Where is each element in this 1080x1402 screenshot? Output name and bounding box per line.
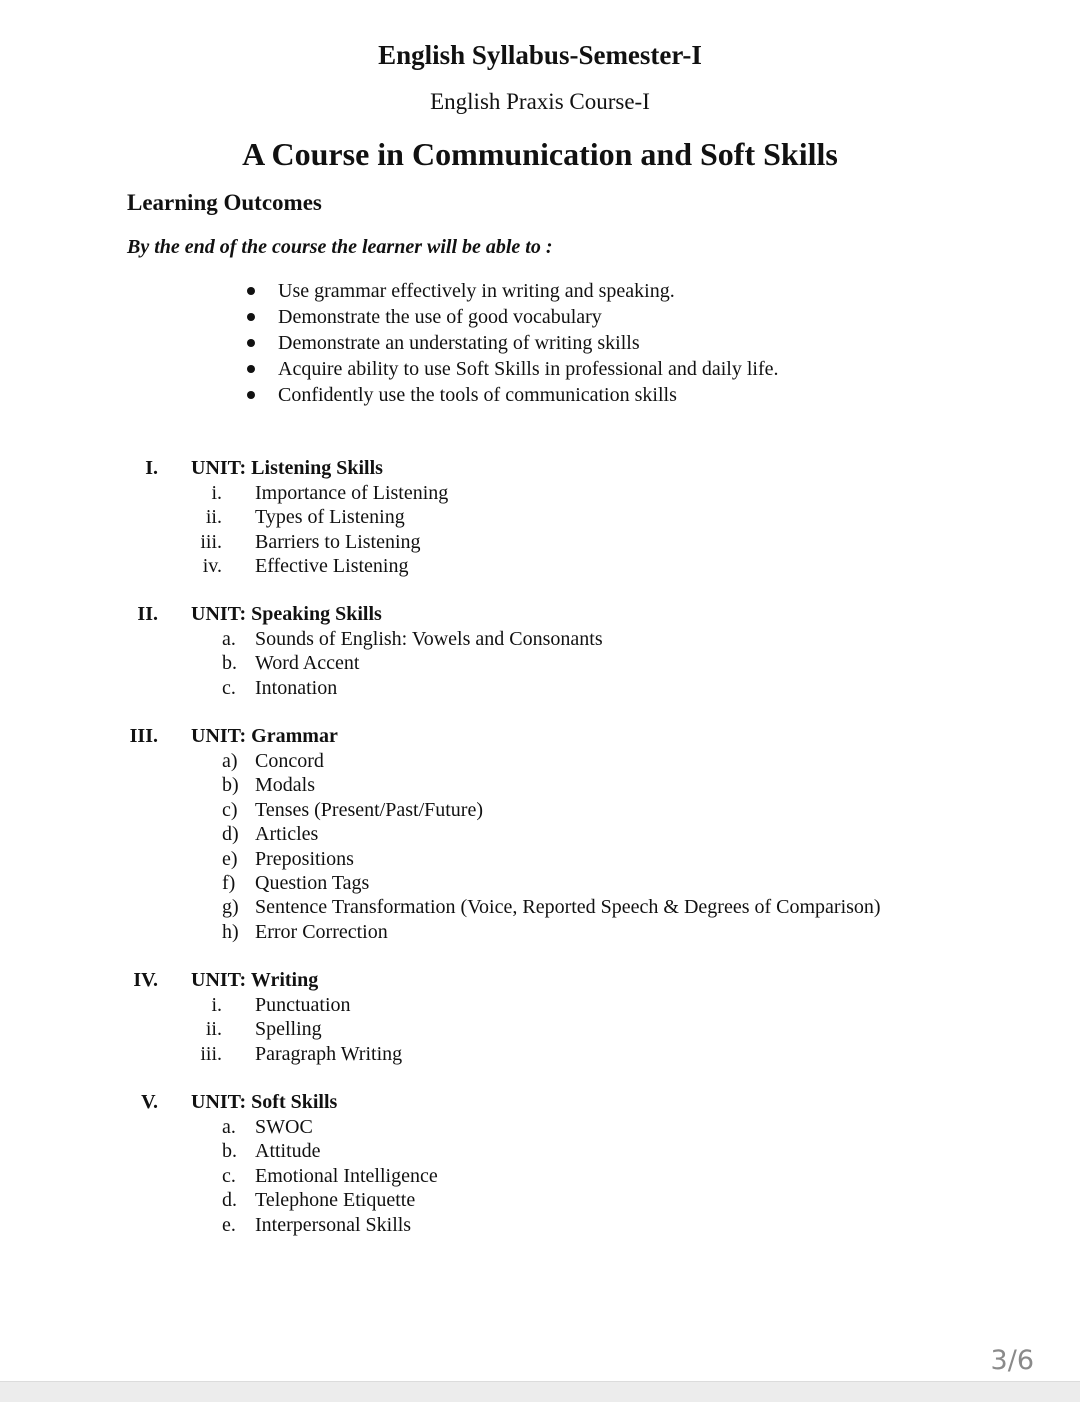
topic-label: Effective Listening [255,555,409,578]
topic-marker: g) [222,896,239,919]
page-indicator: 3/6 [990,1345,1034,1376]
topic-marker: iv. [202,555,222,578]
topic-marker: d. [222,1189,237,1212]
unit-number: II. [137,603,158,625]
topic-marker: b. [222,1140,237,1163]
topic-label: Telephone Etiquette [255,1189,416,1212]
topic-label: Punctuation [255,994,351,1016]
topic-label: Paragraph Writing [255,1042,403,1065]
course-subtitle: English Praxis Course-I [430,89,650,114]
syllabus-title: English Syllabus-Semester-I [378,40,702,70]
topic-label: Modals [255,774,315,797]
unit-title: UNIT: Writing [191,969,319,991]
topic-marker: e) [222,847,238,870]
topic-marker: c) [222,798,238,821]
topic-marker: c. [222,676,236,699]
topic-label: Barriers to Listening [255,530,421,553]
topic-marker: ii. [205,1018,222,1041]
viewer-bottom-bar [0,1381,1080,1402]
outcome-text: Demonstrate an understating of writing skills [278,332,640,354]
topic-label: Emotional Intelligence [255,1164,438,1187]
bullet-icon [247,287,255,295]
topic-marker: d) [222,823,239,846]
unit-number: IV. [133,969,158,991]
topic-marker: a. [222,1116,236,1138]
outcomes-list [244,278,778,408]
topic-label: Prepositions [255,847,354,870]
outcome-item [244,382,778,408]
outcome-item [244,330,778,356]
topic-label: Tenses (Present/Past/Future) [255,798,484,821]
outcome-text: Acquire ability to use Soft Skills in professional and daily life. [278,358,779,380]
topic-marker: iii. [200,1042,222,1065]
topic-label: Question Tags [255,871,370,894]
topic-label: SWOC [255,1116,313,1138]
outcome-text: Demonstrate the use of good vocabulary [278,306,602,328]
topic-label: Importance of Listening [255,482,449,504]
outcome-item [244,356,778,382]
topic-label: Spelling [255,1018,322,1041]
learning-outcomes-intro: By the end of the course the learner will be able to : [127,236,553,258]
unit-title: UNIT: Speaking Skills [191,603,382,625]
topic-label: Concord [255,750,324,772]
topic-label: Word Accent [255,652,360,675]
bullet-icon [247,313,255,321]
outcome-item [244,304,778,330]
topic-marker: ii. [205,506,222,529]
topic-marker: a) [222,750,238,772]
bullet-icon [247,339,255,347]
unit-number: III. [129,725,158,747]
topic-marker: a. [222,628,236,650]
unit-title: UNIT: Soft Skills [191,1091,338,1113]
outcome-text: Confidently use the tools of communication skills [278,384,677,406]
topic-label: Sounds of English: Vowels and Consonants [255,628,603,650]
bullet-icon [247,391,255,399]
topic-label: Intonation [255,676,338,699]
course-title: A Course in Communication and Soft Skills [242,136,838,172]
topic-marker: i. [211,994,222,1016]
topic-marker: c. [222,1164,236,1187]
topic-marker: b. [222,652,237,675]
topic-marker: f) [222,871,236,894]
unit-number: V. [141,1091,158,1113]
topic-label: Error Correction [255,920,388,943]
topic-label: Interpersonal Skills [255,1213,412,1236]
unit-title: UNIT: Grammar [191,725,338,747]
topic-marker: iii. [200,530,222,553]
unit-number: I. [145,457,158,479]
topic-marker: e. [222,1213,236,1236]
topic-label: Types of Listening [255,506,405,529]
topic-label: Articles [255,823,319,846]
unit-title: UNIT: Listening Skills [191,457,383,479]
topic-marker: b) [222,774,239,797]
topic-label: Attitude [255,1140,321,1163]
learning-outcomes-heading: Learning Outcomes [127,190,322,215]
outcome-item [244,278,778,304]
outcome-text: Use grammar effectively in writing and speaking. [278,280,675,302]
bullet-icon [247,365,255,373]
topic-marker: h) [222,920,239,943]
topic-label: Sentence Transformation (Voice, Reported Speech & Degrees of Comparison) [255,896,881,919]
topic-marker: i. [211,482,222,504]
